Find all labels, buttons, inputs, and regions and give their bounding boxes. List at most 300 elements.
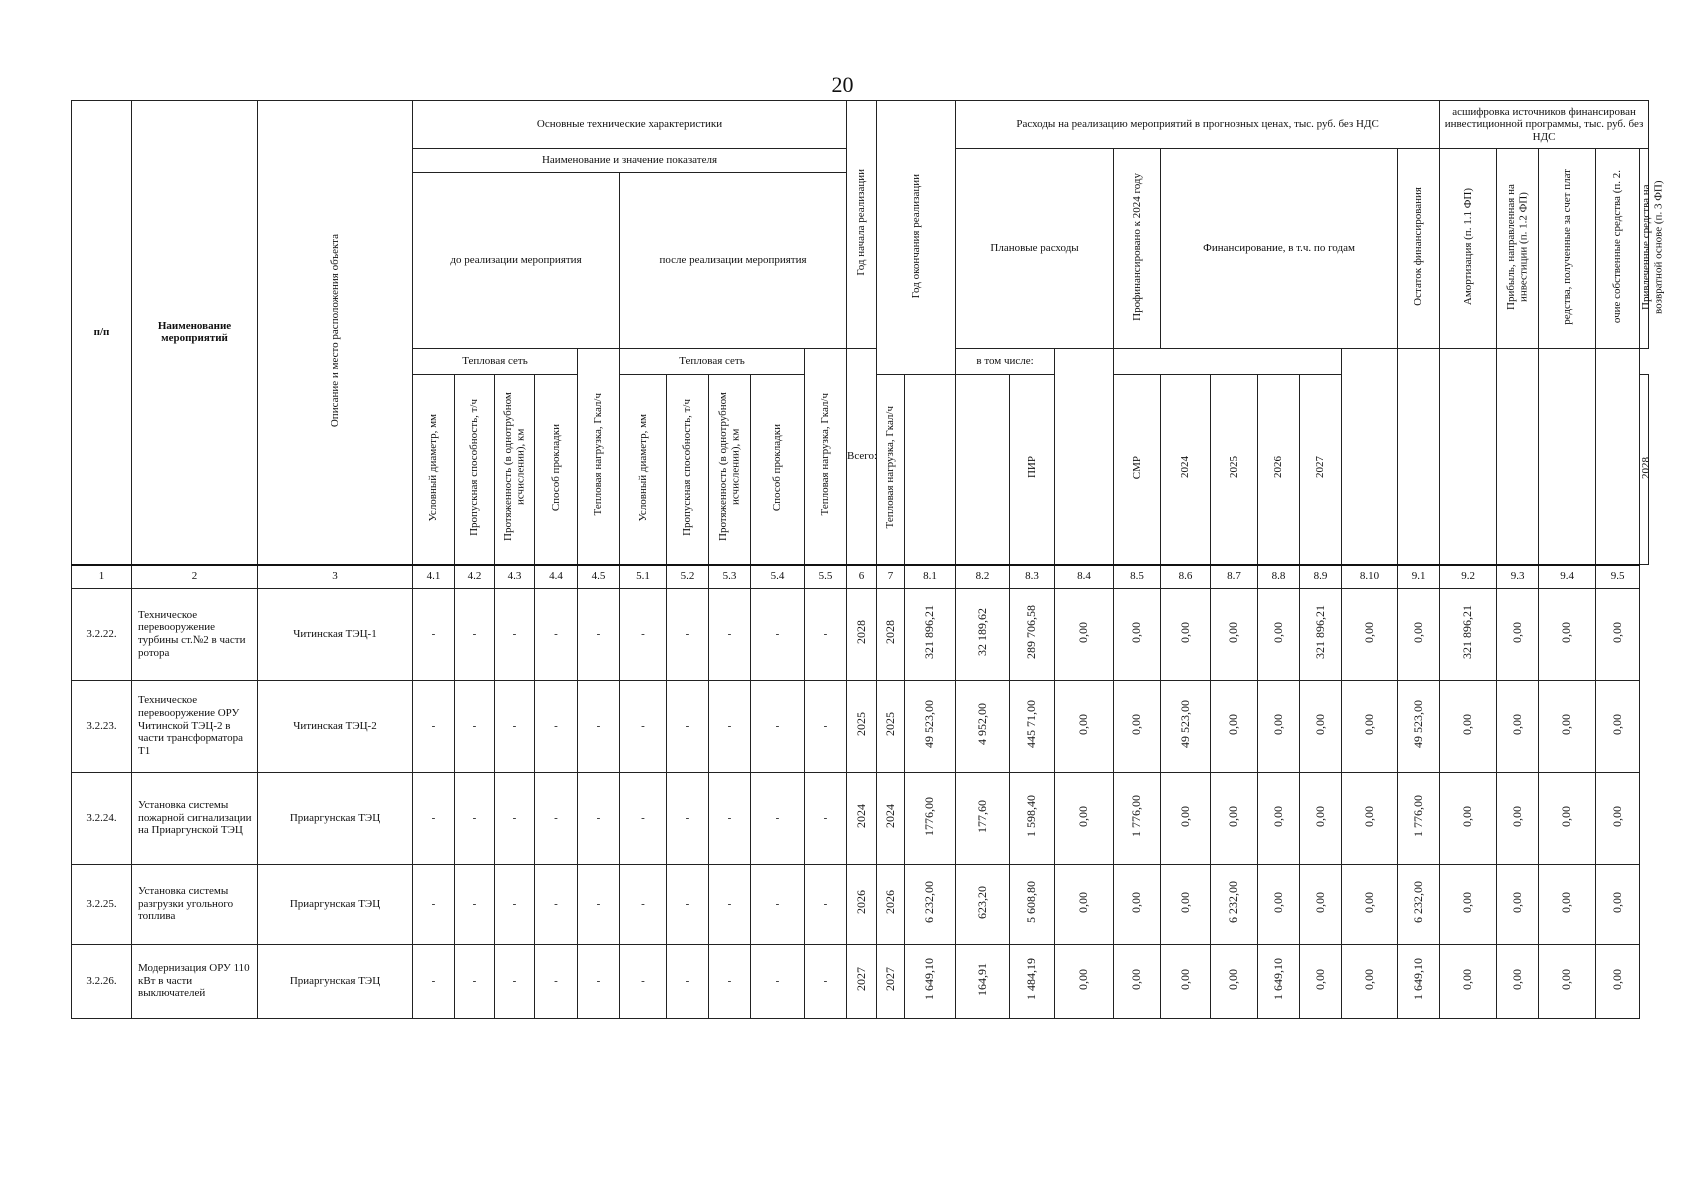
column-number: 5.3: [709, 565, 751, 589]
row-dash: -: [455, 864, 495, 944]
row-2024-value: 0,00: [1129, 621, 1144, 643]
row-dash: -: [578, 588, 620, 680]
row-year-start-value: 2026: [853, 890, 868, 915]
row-dash: -: [751, 588, 805, 680]
row-dash: -: [535, 588, 578, 680]
row-borrowed: [1596, 944, 1640, 1018]
row-2027-value: 0,00: [1270, 891, 1285, 913]
row-total-value: 321 896,21: [922, 605, 937, 660]
header-empty-93: [1497, 349, 1539, 565]
column-number: 3: [258, 565, 413, 589]
row-prefinanced: [1055, 772, 1114, 864]
row-dash: -: [578, 772, 620, 864]
row-smr-value: 1 484,19: [1024, 958, 1039, 1001]
row-profit-value: 0,00: [1460, 968, 1475, 990]
row-2025-value: 0,00: [1177, 968, 1192, 990]
row-year-start-value: 2028: [853, 620, 868, 645]
row-fees: [1497, 680, 1539, 772]
header-heat-network-before: Тепловая сеть: [413, 349, 578, 375]
row-amortization: [1398, 772, 1440, 864]
header-borrowed-text: Привлеченные средства на возвратной основе (п. 3 ФП): [1640, 179, 1665, 314]
row-dash: -: [535, 680, 578, 772]
row-smr: [1010, 588, 1055, 680]
row-2024-value: 0,00: [1129, 713, 1144, 735]
row-location: Читинская ТЭЦ-2: [258, 680, 413, 772]
row-2027: [1258, 772, 1300, 864]
header-diameter-before-text: Условный диаметр, мм: [427, 413, 440, 522]
header-empty-91: [1398, 349, 1440, 565]
row-remainder: [1342, 772, 1398, 864]
row-dash: -: [413, 772, 455, 864]
row-smr-value: 1 598,40: [1024, 795, 1039, 838]
table-row: [72, 864, 1649, 944]
row-2024-value: 0,00: [1129, 891, 1144, 913]
header-capacity-before-text: Пропускная способность, т/ч: [468, 398, 481, 536]
row-dash: -: [455, 944, 495, 1018]
row-2025: [1161, 864, 1211, 944]
row-fees-value: 0,00: [1509, 713, 1524, 735]
row-total: [905, 680, 956, 772]
row-dash: -: [805, 772, 847, 864]
row-2028-value: 0,00: [1312, 891, 1327, 913]
row-total-value: 6 232,00: [922, 881, 937, 924]
column-number: 9.1: [1398, 565, 1440, 589]
row-prefinanced-value: 0,00: [1076, 713, 1091, 735]
row-other-own-value: 0,00: [1559, 968, 1574, 990]
column-number: 4.4: [535, 565, 578, 589]
row-year-start-value: 2025: [853, 712, 868, 737]
row-year-end-value: 2027: [882, 967, 897, 992]
column-number: 8.10: [1342, 565, 1398, 589]
row-2024: [1114, 944, 1161, 1018]
row-remainder: [1342, 944, 1398, 1018]
row-2027-value: 1 649,10: [1270, 958, 1285, 1001]
header-length-before: [495, 375, 535, 565]
row-dash: -: [578, 944, 620, 1018]
table-row: [72, 772, 1649, 864]
header-pn: п/п: [72, 101, 132, 565]
row-year-start-value: 2024: [853, 804, 868, 829]
row-amortization-value: 0,00: [1410, 621, 1425, 643]
row-2027-value: 0,00: [1270, 805, 1285, 827]
column-number: 9.2: [1440, 565, 1497, 589]
header-heat-load-before: [578, 349, 620, 565]
row-2024-value: 1 776,00: [1129, 795, 1144, 838]
row-dash: -: [667, 944, 709, 1018]
header-col-6: [905, 375, 956, 565]
header-heat-load-55: [877, 375, 905, 565]
row-dash: -: [709, 864, 751, 944]
row-borrowed-value: 0,00: [1609, 621, 1624, 643]
row-pir: [956, 588, 1010, 680]
row-dash: -: [620, 944, 667, 1018]
header-year-2025-text: 2025: [1227, 456, 1240, 479]
row-pir-value: 32 189,62: [974, 608, 989, 657]
row-profit-value: 0,00: [1460, 713, 1475, 735]
row-year-end-value: 2026: [882, 890, 897, 915]
row-pir-value: 164,91: [974, 962, 989, 996]
header-year-end-text: Год окончания реализации: [909, 173, 922, 298]
row-2028: [1300, 588, 1342, 680]
row-dash: -: [667, 772, 709, 864]
header-pir-text: ПИР: [1025, 456, 1038, 479]
row-pir: [956, 944, 1010, 1018]
row-smr: [1010, 864, 1055, 944]
header-other-own: [1596, 149, 1640, 349]
row-year-start-value: 2027: [853, 967, 868, 992]
row-profit-value: 0,00: [1460, 805, 1475, 827]
row-amortization: [1398, 680, 1440, 772]
row-other-own-value: 0,00: [1559, 805, 1574, 827]
column-number: 9.5: [1596, 565, 1640, 589]
row-2025-value: 49 523,00: [1177, 700, 1192, 749]
header-col-7: [956, 375, 1010, 565]
row-2024-value: 0,00: [1129, 968, 1144, 990]
header-fees-text: редства, полученные за счет плат: [1560, 168, 1573, 325]
row-smr: [1010, 680, 1055, 772]
row-profit: [1440, 680, 1497, 772]
header-remainder-text: Остаток финансирования: [1412, 187, 1425, 307]
header-smr-text: СМР: [1130, 455, 1143, 480]
header-including: в том числе:: [956, 349, 1055, 375]
row-2024: [1114, 680, 1161, 772]
row-prefinanced-value: 0,00: [1076, 621, 1091, 643]
row-smr-value: 5 608,80: [1024, 881, 1039, 924]
header-sources: асшифровка источников финансирован инвестиционной программы, тыс. руб. без НДС: [1440, 101, 1649, 149]
header-laying-before: [535, 375, 578, 565]
header-empty-95: [1596, 349, 1640, 565]
row-2025: [1161, 588, 1211, 680]
row-dash: -: [620, 864, 667, 944]
row-2027: [1258, 864, 1300, 944]
row-dash: -: [709, 944, 751, 1018]
investment-table: [71, 100, 1665, 1019]
row-dash: -: [413, 864, 455, 944]
row-location: Приаргунская ТЭЦ: [258, 944, 413, 1018]
row-number: 3.2.22.: [72, 588, 132, 680]
row-year-end: [877, 680, 905, 772]
row-dash: -: [620, 680, 667, 772]
header-length-after: [709, 375, 751, 565]
row-2025-value: 0,00: [1177, 891, 1192, 913]
row-prefinanced: [1055, 864, 1114, 944]
row-year-start: [847, 772, 877, 864]
row-profit: [1440, 864, 1497, 944]
header-after: после реализации мероприятия: [620, 173, 847, 349]
row-fees-value: 0,00: [1509, 968, 1524, 990]
row-other-own-value: 0,00: [1559, 621, 1574, 643]
row-other-own-value: 0,00: [1559, 891, 1574, 913]
row-dash: -: [578, 680, 620, 772]
row-other-own-value: 0,00: [1559, 713, 1574, 735]
row-borrowed: [1596, 864, 1640, 944]
row-prefinanced: [1055, 680, 1114, 772]
row-year-end-value: 2028: [882, 620, 897, 645]
row-year-start: [847, 588, 877, 680]
row-other-own: [1539, 944, 1596, 1018]
column-number: 8.5: [1114, 565, 1161, 589]
row-year-start: [847, 680, 877, 772]
row-dash: -: [751, 680, 805, 772]
header-diameter-before: [413, 375, 455, 565]
header-year-start: [847, 101, 877, 349]
row-fees: [1497, 588, 1539, 680]
column-number: 8.7: [1211, 565, 1258, 589]
row-pir: [956, 772, 1010, 864]
row-dash: -: [413, 588, 455, 680]
row-total: [905, 864, 956, 944]
header-heat-load-55-text: Тепловая нагрузка, Гкал/ч: [884, 406, 897, 529]
header-expenses: Расходы на реализацию мероприятий в прогнозных ценах, тыс. руб. без НДС: [956, 101, 1440, 149]
row-dash: -: [620, 588, 667, 680]
header-before: до реализации мероприятия: [413, 173, 620, 349]
header-tech-main: Основные технические характеристики: [413, 101, 847, 149]
row-smr-value: 289 706,58: [1024, 605, 1039, 660]
column-number: 4.3: [495, 565, 535, 589]
column-number: 8.4: [1055, 565, 1114, 589]
row-2027-value: 0,00: [1270, 621, 1285, 643]
header-amort-text: Амортизация (п. 1.1 ФП): [1461, 188, 1474, 306]
row-other-own: [1539, 864, 1596, 944]
header-diameter-after-text: Условный диаметр, мм: [636, 413, 649, 522]
header-remainder: [1398, 149, 1440, 349]
header-diameter-after: [620, 375, 667, 565]
row-dash: -: [455, 588, 495, 680]
header-borrowed: [1640, 149, 1665, 349]
row-2027: [1258, 588, 1300, 680]
row-smr: [1010, 772, 1055, 864]
header-location: [258, 101, 413, 565]
row-dash: -: [495, 864, 535, 944]
row-name: Техническое перевооружение ОРУ Читинской ТЭЦ-2 в части трансформатора Т1: [132, 680, 258, 772]
row-number: 3.2.26.: [72, 944, 132, 1018]
row-total: [905, 588, 956, 680]
row-2025: [1161, 680, 1211, 772]
row-remainder-value: 0,00: [1361, 621, 1376, 643]
header-prefinanced-text: Профинансировано к 2024 году: [1130, 172, 1143, 321]
column-number: 2: [132, 565, 258, 589]
row-amortization: [1398, 944, 1440, 1018]
row-fees: [1497, 864, 1539, 944]
header-empty-810: [1342, 349, 1398, 565]
row-2028: [1300, 864, 1342, 944]
column-number: 6: [847, 565, 877, 589]
row-total-value: 1 649,10: [922, 958, 937, 1001]
row-prefinanced-value: 0,00: [1076, 891, 1091, 913]
header-profit: [1497, 149, 1539, 349]
header-empty-92: [1440, 349, 1497, 565]
header-year-2025: [1211, 375, 1258, 565]
row-other-own: [1539, 680, 1596, 772]
header-name: Наименование мероприятий: [132, 101, 258, 565]
row-dash: -: [805, 680, 847, 772]
row-number: 3.2.25.: [72, 864, 132, 944]
row-prefinanced: [1055, 588, 1114, 680]
row-amortization-value: 49 523,00: [1410, 700, 1425, 749]
row-dash: -: [413, 944, 455, 1018]
row-2028-value: 0,00: [1312, 805, 1327, 827]
row-amortization: [1398, 588, 1440, 680]
row-2024: [1114, 864, 1161, 944]
row-number: 3.2.23.: [72, 680, 132, 772]
row-year-end: [877, 772, 905, 864]
column-number: 5.5: [805, 565, 847, 589]
row-pir-value: 4 952,00: [974, 703, 989, 746]
header-row-1: [72, 101, 1649, 149]
row-year-start: [847, 864, 877, 944]
row-dash: -: [535, 772, 578, 864]
header-laying-before-text: Способ прокладки: [549, 423, 562, 512]
row-pir: [956, 680, 1010, 772]
column-number: 8.1: [905, 565, 956, 589]
row-total-value: 49 523,00: [922, 700, 937, 749]
row-remainder-value: 0,00: [1361, 713, 1376, 735]
row-prefinanced-value: 0,00: [1076, 805, 1091, 827]
row-name: Техническое перевооружение турбины ст.№2 в части ротора: [132, 588, 258, 680]
row-profit-value: 321 896,21: [1460, 605, 1475, 660]
row-year-end-value: 2025: [882, 712, 897, 737]
row-dash: -: [495, 588, 535, 680]
column-number: 4.5: [578, 565, 620, 589]
row-fees-value: 0,00: [1509, 805, 1524, 827]
row-year-start: [847, 944, 877, 1018]
header-capacity-after: [667, 375, 709, 565]
header-year-2028: [1640, 375, 1653, 565]
row-total: [905, 944, 956, 1018]
header-length-before-text: Протяженность (в однотрубном исчислении), км: [501, 392, 527, 542]
row-profit: [1440, 588, 1497, 680]
row-2025-value: 0,00: [1177, 621, 1192, 643]
row-fees-value: 0,00: [1509, 891, 1524, 913]
column-number: 9.3: [1497, 565, 1539, 589]
row-dash: -: [709, 680, 751, 772]
row-prefinanced-value: 0,00: [1076, 968, 1091, 990]
column-number: 8.6: [1161, 565, 1211, 589]
row-2026-value: 6 232,00: [1226, 881, 1241, 924]
row-smr-value: 445 71,00: [1024, 700, 1039, 749]
row-fees-value: 0,00: [1509, 621, 1524, 643]
column-number: 8.3: [1010, 565, 1055, 589]
row-2028: [1300, 772, 1342, 864]
header-year-2024: [1161, 375, 1211, 565]
row-borrowed-value: 0,00: [1609, 968, 1624, 990]
row-fees: [1497, 772, 1539, 864]
row-borrowed-value: 0,00: [1609, 891, 1624, 913]
row-year-end: [877, 588, 905, 680]
row-dash: -: [709, 772, 751, 864]
column-number: 5.4: [751, 565, 805, 589]
header-capacity-after-text: Пропускная способность, т/ч: [681, 398, 694, 536]
row-total: [905, 772, 956, 864]
header-laying-after-text: Способ прокладки: [771, 423, 784, 512]
row-2028: [1300, 680, 1342, 772]
row-dash: -: [455, 772, 495, 864]
table-row: [72, 588, 1649, 680]
row-2027: [1258, 944, 1300, 1018]
row-dash: -: [667, 588, 709, 680]
row-dash: -: [495, 772, 535, 864]
row-dash: -: [805, 588, 847, 680]
column-numbers-row: [72, 565, 1649, 589]
header-empty-84: [1055, 349, 1114, 565]
row-2026-value: 0,00: [1226, 621, 1241, 643]
row-dash: -: [455, 680, 495, 772]
row-2026-value: 0,00: [1226, 805, 1241, 827]
row-name: Модернизация ОРУ 110 кВт в части выключателей: [132, 944, 258, 1018]
header-year-2027-text: 2027: [1314, 456, 1327, 479]
table-row: [72, 680, 1649, 772]
column-number: 7: [877, 565, 905, 589]
header-length-after-text: Протяженность (в однотрубном исчислении), км: [716, 392, 742, 542]
row-dash: -: [709, 588, 751, 680]
header-year-2026-text: 2026: [1272, 456, 1285, 479]
header-financing: Финансирование, в т.ч. по годам: [1161, 149, 1398, 349]
header-profit-text: Прибыль, направленная на инвестиции (п. 1.2 ФП): [1504, 183, 1530, 310]
row-2026: [1211, 588, 1258, 680]
row-profit-value: 0,00: [1460, 891, 1475, 913]
row-pir-value: 177,60: [974, 799, 989, 833]
page-number: 20: [831, 72, 854, 97]
row-2025: [1161, 772, 1211, 864]
column-number: 5.1: [620, 565, 667, 589]
header-empty-years: [1114, 349, 1342, 375]
header-capacity-before: [455, 375, 495, 565]
row-remainder: [1342, 588, 1398, 680]
column-number: 8.2: [956, 565, 1010, 589]
row-dash: -: [620, 772, 667, 864]
header-year-2024-text: 2024: [1179, 456, 1192, 479]
row-borrowed-value: 0,00: [1609, 805, 1624, 827]
row-number: 3.2.24.: [72, 772, 132, 864]
row-profit: [1440, 772, 1497, 864]
row-dash: -: [495, 944, 535, 1018]
column-number: 4.1: [413, 565, 455, 589]
header-empty-94: [1539, 349, 1596, 565]
row-pir: [956, 864, 1010, 944]
row-2026: [1211, 680, 1258, 772]
row-2028-value: 321 896,21: [1312, 605, 1327, 660]
row-dash: -: [751, 772, 805, 864]
header-prefinanced: [1114, 149, 1161, 349]
row-dash: -: [805, 864, 847, 944]
row-dash: -: [535, 864, 578, 944]
row-2026: [1211, 944, 1258, 1018]
row-borrowed: [1596, 588, 1640, 680]
row-location: Читинская ТЭЦ-1: [258, 588, 413, 680]
column-number: 9.4: [1539, 565, 1596, 589]
row-amortization-value: 1 776,00: [1410, 795, 1425, 838]
header-heat-network-after: Тепловая сеть: [620, 349, 805, 375]
row-dash: -: [751, 944, 805, 1018]
row-dash: -: [667, 680, 709, 772]
header-year-2027: [1300, 375, 1342, 565]
row-2027-value: 0,00: [1270, 713, 1285, 735]
row-other-own: [1539, 588, 1596, 680]
column-number: 1: [72, 565, 132, 589]
row-total-value: 1776,00: [922, 796, 937, 836]
header-year-2028-text: 2028: [1640, 456, 1653, 479]
header-pir: [1010, 375, 1055, 565]
row-other-own: [1539, 772, 1596, 864]
header-year-2026: [1258, 375, 1300, 565]
column-number: 4.2: [455, 565, 495, 589]
row-prefinanced: [1055, 944, 1114, 1018]
row-2028-value: 0,00: [1312, 713, 1327, 735]
header-heat-load-after: [805, 349, 847, 565]
row-2026: [1211, 864, 1258, 944]
row-2025-value: 0,00: [1177, 805, 1192, 827]
row-2027: [1258, 680, 1300, 772]
